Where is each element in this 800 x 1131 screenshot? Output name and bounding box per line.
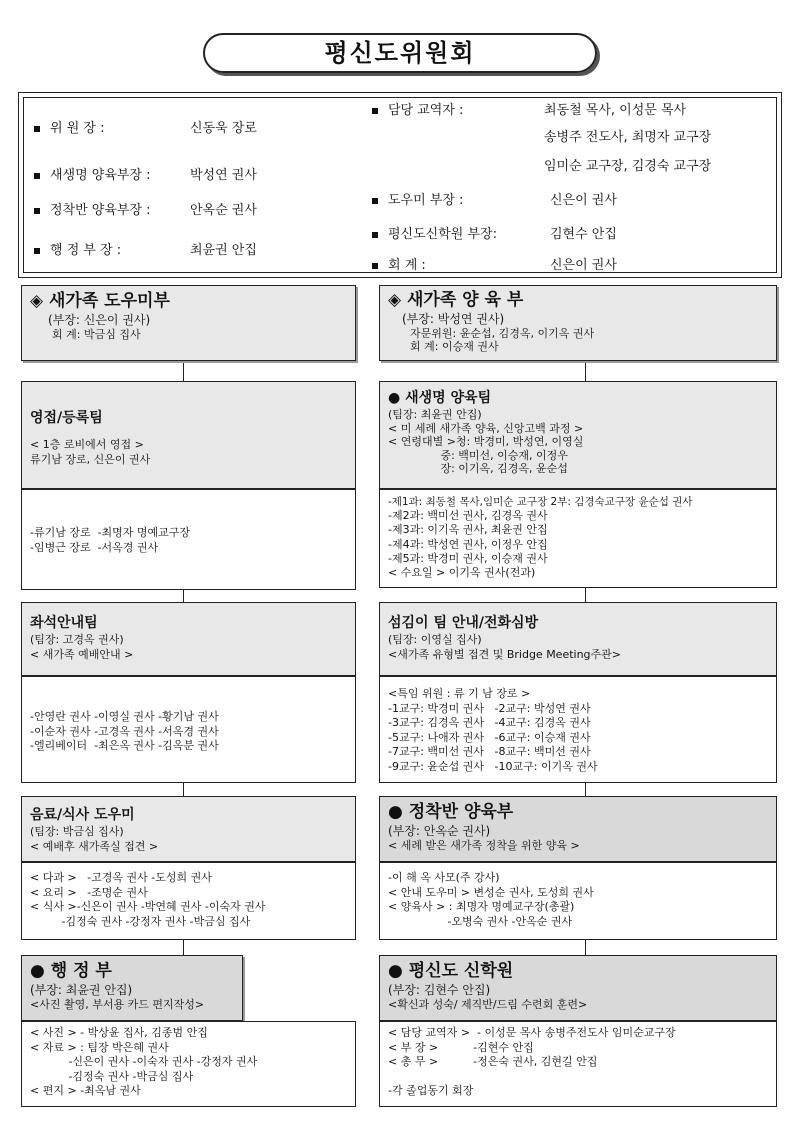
team-line: (팀장: 최윤권 안집) bbox=[388, 408, 482, 421]
team-seating-members bbox=[21, 676, 356, 783]
member-line: -류기남 장로 -최명자 명예교구장 bbox=[30, 526, 191, 539]
team-line: (팀장: 박금심 집사) bbox=[30, 825, 124, 838]
member-line: -제2과: 백미선 권사, 김경옥 권사 bbox=[388, 509, 548, 523]
team-care-call bbox=[379, 602, 777, 676]
info-row-settle bbox=[34, 199, 257, 218]
team-welcome bbox=[21, 381, 356, 489]
dept-line: 회 계: 이승재 권사 bbox=[410, 340, 499, 353]
dept-line: < 세례 받은 새가족 정착을 위한 양육 > bbox=[388, 839, 580, 852]
connector-line bbox=[585, 361, 586, 381]
info-row-admin bbox=[34, 239, 257, 258]
dept-title: ● 평신도 신학원 bbox=[388, 961, 514, 981]
member-line: -신은이 권사 -이숙자 권사 -강정자 권사 bbox=[30, 1055, 258, 1068]
dept-line: (부장: 최윤권 안집) bbox=[30, 983, 133, 997]
member-line: -이순자 권사 -고경옥 권사 -서옥경 권사 bbox=[30, 724, 219, 738]
bullet-icon bbox=[34, 126, 40, 132]
dept-line: <사진 촬영, 부서용 카드 편지작성> bbox=[30, 998, 205, 1011]
member-line: < 자료 > : 팀장 박은혜 권사 bbox=[30, 1040, 169, 1054]
bullet-icon bbox=[372, 263, 378, 269]
member-line: < 다과 > -고경옥 권사 -도성희 권사 bbox=[30, 871, 212, 884]
team-title: ● 새생명 양육팀 bbox=[388, 390, 492, 406]
info-value: 안옥순 권사 bbox=[190, 203, 257, 218]
page-title: 평신도위원회 bbox=[203, 33, 597, 73]
dept-newfamily-helper bbox=[21, 285, 356, 361]
member-line: -안영란 권사 -이영실 권사 -황기남 권사 bbox=[30, 710, 219, 723]
team-title: 좌석안내팀 bbox=[30, 615, 98, 631]
member-line: -7교구: 백미선 권사 -8교구: 백미선 권사 bbox=[388, 745, 591, 758]
info-value: 임미순 교구장, 김경숙 교구장 bbox=[544, 159, 712, 174]
member-line: -제5과: 박경미 권사, 이승재 권사 bbox=[388, 551, 548, 565]
team-newlife bbox=[379, 381, 777, 489]
info-value: 최동철 목사, 이성문 목사 bbox=[544, 103, 687, 118]
member-line: < 요리 > -조명순 권사 bbox=[30, 885, 148, 899]
member-line: -제1과: 최동철 목사,임미순 교구장 2부: 김경숙교구장 윤순섭 권사 bbox=[388, 496, 693, 508]
member-line: < 부 장 > -김현수 안집 bbox=[388, 1040, 534, 1054]
dept-line: <확신과 성숙/ 제직반/드림 수련회 훈련> bbox=[388, 998, 588, 1011]
connector-line bbox=[183, 783, 184, 796]
bullet-icon bbox=[34, 248, 40, 254]
team-line: <새가족 유형별 접견 및 Bridge Meeting주관> bbox=[388, 647, 622, 661]
dept-line: (부장: 안옥순 권사) bbox=[388, 824, 491, 838]
info-row-chair bbox=[34, 117, 257, 136]
member-line: <특임 위원 : 류 기 남 장로 > bbox=[388, 687, 531, 700]
connector-line bbox=[183, 361, 184, 381]
dept-line: 자문위원: 윤순섭, 김경옥, 이기옥 권사 bbox=[410, 327, 595, 340]
dept-lay-seminary bbox=[379, 955, 777, 1021]
dept-settlement bbox=[379, 796, 777, 862]
bullet-icon bbox=[34, 173, 40, 179]
bullet-icon bbox=[34, 208, 40, 214]
info-row-seminary bbox=[372, 223, 617, 242]
team-refreshment bbox=[21, 796, 356, 862]
info-label: 위 원 장 : bbox=[50, 121, 105, 136]
team-care-call-members bbox=[379, 676, 777, 783]
connector-line bbox=[585, 783, 586, 796]
member-line: < 양육사 > : 최명자 명예교구장(총괄) bbox=[388, 900, 575, 913]
dept-title: ● 행 정 부 bbox=[30, 961, 112, 981]
team-title: 섬김이 팀 안내/전화심방 bbox=[388, 615, 539, 631]
member-line: -오병숙 권사 -안옥순 권사 bbox=[388, 914, 573, 928]
connector-line bbox=[585, 588, 586, 602]
team-title: 영접/등록팀 bbox=[30, 410, 103, 426]
info-label: 정착반 양육부장 : bbox=[50, 203, 151, 218]
member-line: < 식사 >-신은이 권사 -박연혜 권사 -이숙자 권사 bbox=[30, 900, 266, 913]
info-label: 회 계 : bbox=[388, 258, 426, 273]
member-line: -1교구: 박경미 권사 -2교구: 박성연 권사 bbox=[388, 701, 591, 715]
member-line: < 사진 > - 박상윤 집사, 김종범 안집 bbox=[30, 1026, 208, 1039]
dept-lay-seminary-members bbox=[379, 1021, 777, 1107]
info-value: 박성연 권사 bbox=[190, 168, 257, 183]
info-label: 도우미 부장 : bbox=[388, 193, 464, 208]
info-row-pastors bbox=[372, 99, 538, 118]
info-value: 신은이 권사 bbox=[550, 193, 617, 208]
connector-line bbox=[183, 590, 184, 602]
dept-admin-members bbox=[21, 1021, 356, 1107]
dept-settlement-members bbox=[379, 862, 777, 940]
info-value: 최윤권 안집 bbox=[190, 243, 257, 258]
dept-line: (부장: 박성연 권사) bbox=[402, 312, 505, 326]
team-line: < 예배후 새가족실 접견 > bbox=[30, 839, 159, 853]
info-value: 신동욱 장로 bbox=[190, 121, 257, 136]
member-line: -5교구: 나애자 권사 -6교구: 이승재 권사 bbox=[388, 730, 591, 744]
member-line: -임병근 장로 -서옥경 권사 bbox=[30, 540, 159, 554]
team-newlife-members bbox=[379, 489, 777, 588]
connector-line bbox=[183, 940, 184, 955]
member-line: -김정숙 권사 -강정자 권사 -박금심 집사 bbox=[30, 914, 251, 928]
info-row-newlife bbox=[34, 164, 257, 183]
info-label: 새생명 양육부장 : bbox=[50, 168, 151, 183]
member-line: -제3과: 이기옥 권사, 최윤권 안집 bbox=[388, 523, 548, 537]
dept-line: (부장: 신은이 권사) bbox=[48, 313, 151, 327]
member-line: -제4과: 박성연 권사, 이정우 안집 bbox=[388, 537, 548, 551]
member-line: -김정숙 권사 -박금심 집사 bbox=[30, 1069, 194, 1083]
info-row-treasurer bbox=[372, 254, 617, 273]
team-line: < 연령대별 >청: 박경미, 박성연, 이영실 bbox=[388, 435, 584, 448]
team-seating bbox=[21, 602, 356, 676]
bullet-icon bbox=[372, 232, 378, 238]
team-title: 음료/식사 도우미 bbox=[30, 807, 135, 823]
dept-newfamily-nurture bbox=[379, 285, 777, 361]
team-welcome-members bbox=[21, 489, 356, 590]
dept-title: ◈ 새가족 양 육 부 bbox=[388, 290, 524, 310]
member-line: -3교구: 김경옥 권사 -4교구: 김경옥 권사 bbox=[388, 716, 591, 729]
team-line: (팀장: 이영실 집사) bbox=[388, 633, 482, 646]
team-refreshment-members bbox=[21, 862, 356, 940]
team-line: (팀장: 고경옥 권사) bbox=[30, 633, 124, 646]
dept-admin bbox=[21, 955, 243, 1021]
bullet-icon bbox=[372, 108, 378, 114]
member-line: < 수요일 > 이기옥 권사(전과) bbox=[388, 566, 536, 580]
member-line: -각 졸업동기 회장 bbox=[388, 1084, 474, 1097]
info-value: 김현수 안집 bbox=[550, 227, 617, 242]
member-line bbox=[388, 1070, 768, 1085]
member-line: < 편지 > -최옥남 권사 bbox=[30, 1084, 141, 1097]
member-line: -엘리베이터 -최은옥 권사 -김옥분 권사 bbox=[30, 739, 219, 752]
dept-line: (부장: 김현수 안집) bbox=[388, 983, 491, 997]
info-value: 송병주 전도사, 최명자 교구장 bbox=[544, 130, 712, 145]
member-line: < 안내 도우미 > 변성순 권사, 도성희 권사 bbox=[388, 885, 594, 899]
dept-line: 회 계: 박금심 집사 bbox=[52, 328, 141, 341]
dept-title: ◈ 새가족 도우미부 bbox=[30, 291, 170, 311]
team-line: 중: 백미선, 이승재, 이정우 bbox=[388, 448, 568, 462]
bullet-icon bbox=[372, 198, 378, 204]
info-label: 평신도신학원 부장: bbox=[388, 227, 497, 242]
info-label: 담당 교역자 : bbox=[388, 103, 464, 118]
member-line: -이 해 옥 사모(주 강사) bbox=[388, 871, 500, 884]
info-row-helper bbox=[372, 189, 617, 208]
team-line: 장: 이기옥, 김경옥, 윤순섭 bbox=[388, 462, 568, 475]
member-line: < 총 무 > -정은숙 권사, 김현길 안집 bbox=[388, 1055, 598, 1068]
dept-title: ● 정착반 양육부 bbox=[388, 802, 514, 822]
connector-line bbox=[585, 940, 586, 955]
info-value: 신은이 권사 bbox=[550, 258, 617, 273]
member-line: < 담당 교역자 > - 이성문 목사 송병주전도사 임미순교구장 bbox=[388, 1026, 676, 1039]
team-line: < 1층 로비에서 영접 > bbox=[30, 438, 144, 451]
info-label: 행 정 부 장 : bbox=[50, 243, 122, 258]
team-line: 류기남 장로, 신은이 권사 bbox=[30, 452, 151, 466]
team-line: < 새가족 예배안내 > bbox=[30, 647, 134, 661]
team-line: < 미 세례 새가족 양육, 신앙고백 과정 > bbox=[388, 421, 584, 435]
member-line: -9교구: 윤순섭 권사 -10교구: 이기옥 권사 bbox=[388, 759, 598, 773]
